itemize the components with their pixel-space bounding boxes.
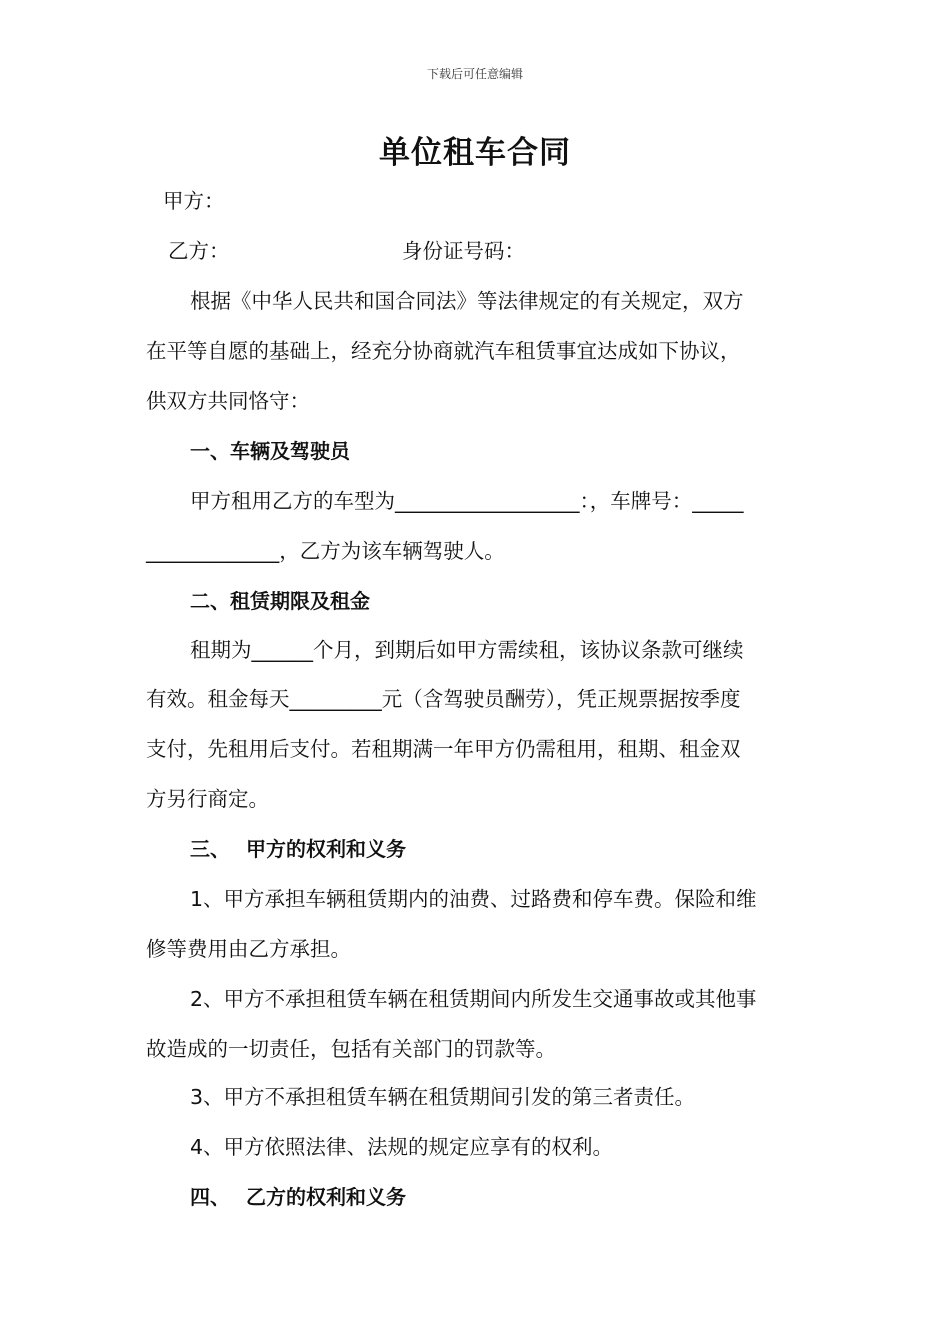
section-3-item-1-line-2: 修等费用由乙方承担。 (146, 937, 351, 961)
party-a-label: 甲方： (163, 189, 225, 213)
section-1-line-1: 甲方租用乙方的车型为__________________：，车牌号：_____ (190, 489, 744, 513)
section-3-item-3: 3、甲方不承担租赁车辆在租赁期间引发的第三者责任。 (190, 1085, 696, 1109)
section-1-line-2: _____________，乙方为该车辆驾驶人。 (146, 539, 505, 563)
intro-line-1: 根据《中华人民共和国合同法》等法律规定的有关规定，双方 (190, 289, 744, 313)
section-3-item-1-line-1: 1、甲方承担车辆租赁期内的油费、过路费和停车费。保险和维 (190, 887, 757, 911)
section-3-item-2-line-1: 2、甲方不承担租赁车辆在租赁期间内所发生交通事故或其他事 (190, 987, 757, 1011)
section-4-heading-text: 乙方的权利和义务 (246, 1185, 406, 1209)
section-3-heading-text: 甲方的权利和义务 (246, 837, 406, 861)
section-2-line-3: 支付，先租用后支付。若租期满一年甲方仍需租用，租期、租金双 (146, 737, 741, 761)
section-2-line-2: 有效。租金每天_________元（含驾驶员酬劳），凭正规票据按季度 (146, 687, 741, 711)
section-3-item-2-line-2: 故造成的一切责任，包括有关部门的罚款等。 (146, 1037, 556, 1061)
section-4-heading-number: 四、 (190, 1185, 230, 1209)
id-number-label: 身份证号码： (402, 239, 525, 263)
section-4-heading (190, 1182, 808, 1212)
page-title: 单位租车合同 (379, 135, 571, 171)
section-1-heading: 一、车辆及驾驶员 (190, 439, 350, 463)
section-3-heading (190, 834, 808, 864)
section-2-heading: 二、租赁期限及租金 (190, 589, 370, 613)
intro-line-3: 供双方共同恪守： (146, 389, 310, 413)
section-3-heading-number: 三、 (190, 837, 230, 861)
section-2-line-4: 方另行商定。 (146, 787, 269, 811)
header-note: 下载后可任意编辑 (426, 67, 523, 81)
section-3-item-4: 4、甲方依照法律、法规的规定应享有的权利。 (190, 1135, 614, 1159)
section-2-line-1: 租期为______个月，到期后如甲方需续租，该协议条款可继续 (190, 638, 744, 662)
party-b-label: 乙方： (168, 239, 230, 263)
intro-line-2: 在平等自愿的基础上，经充分协商就汽车租赁事宜达成如下协议， (146, 339, 741, 363)
